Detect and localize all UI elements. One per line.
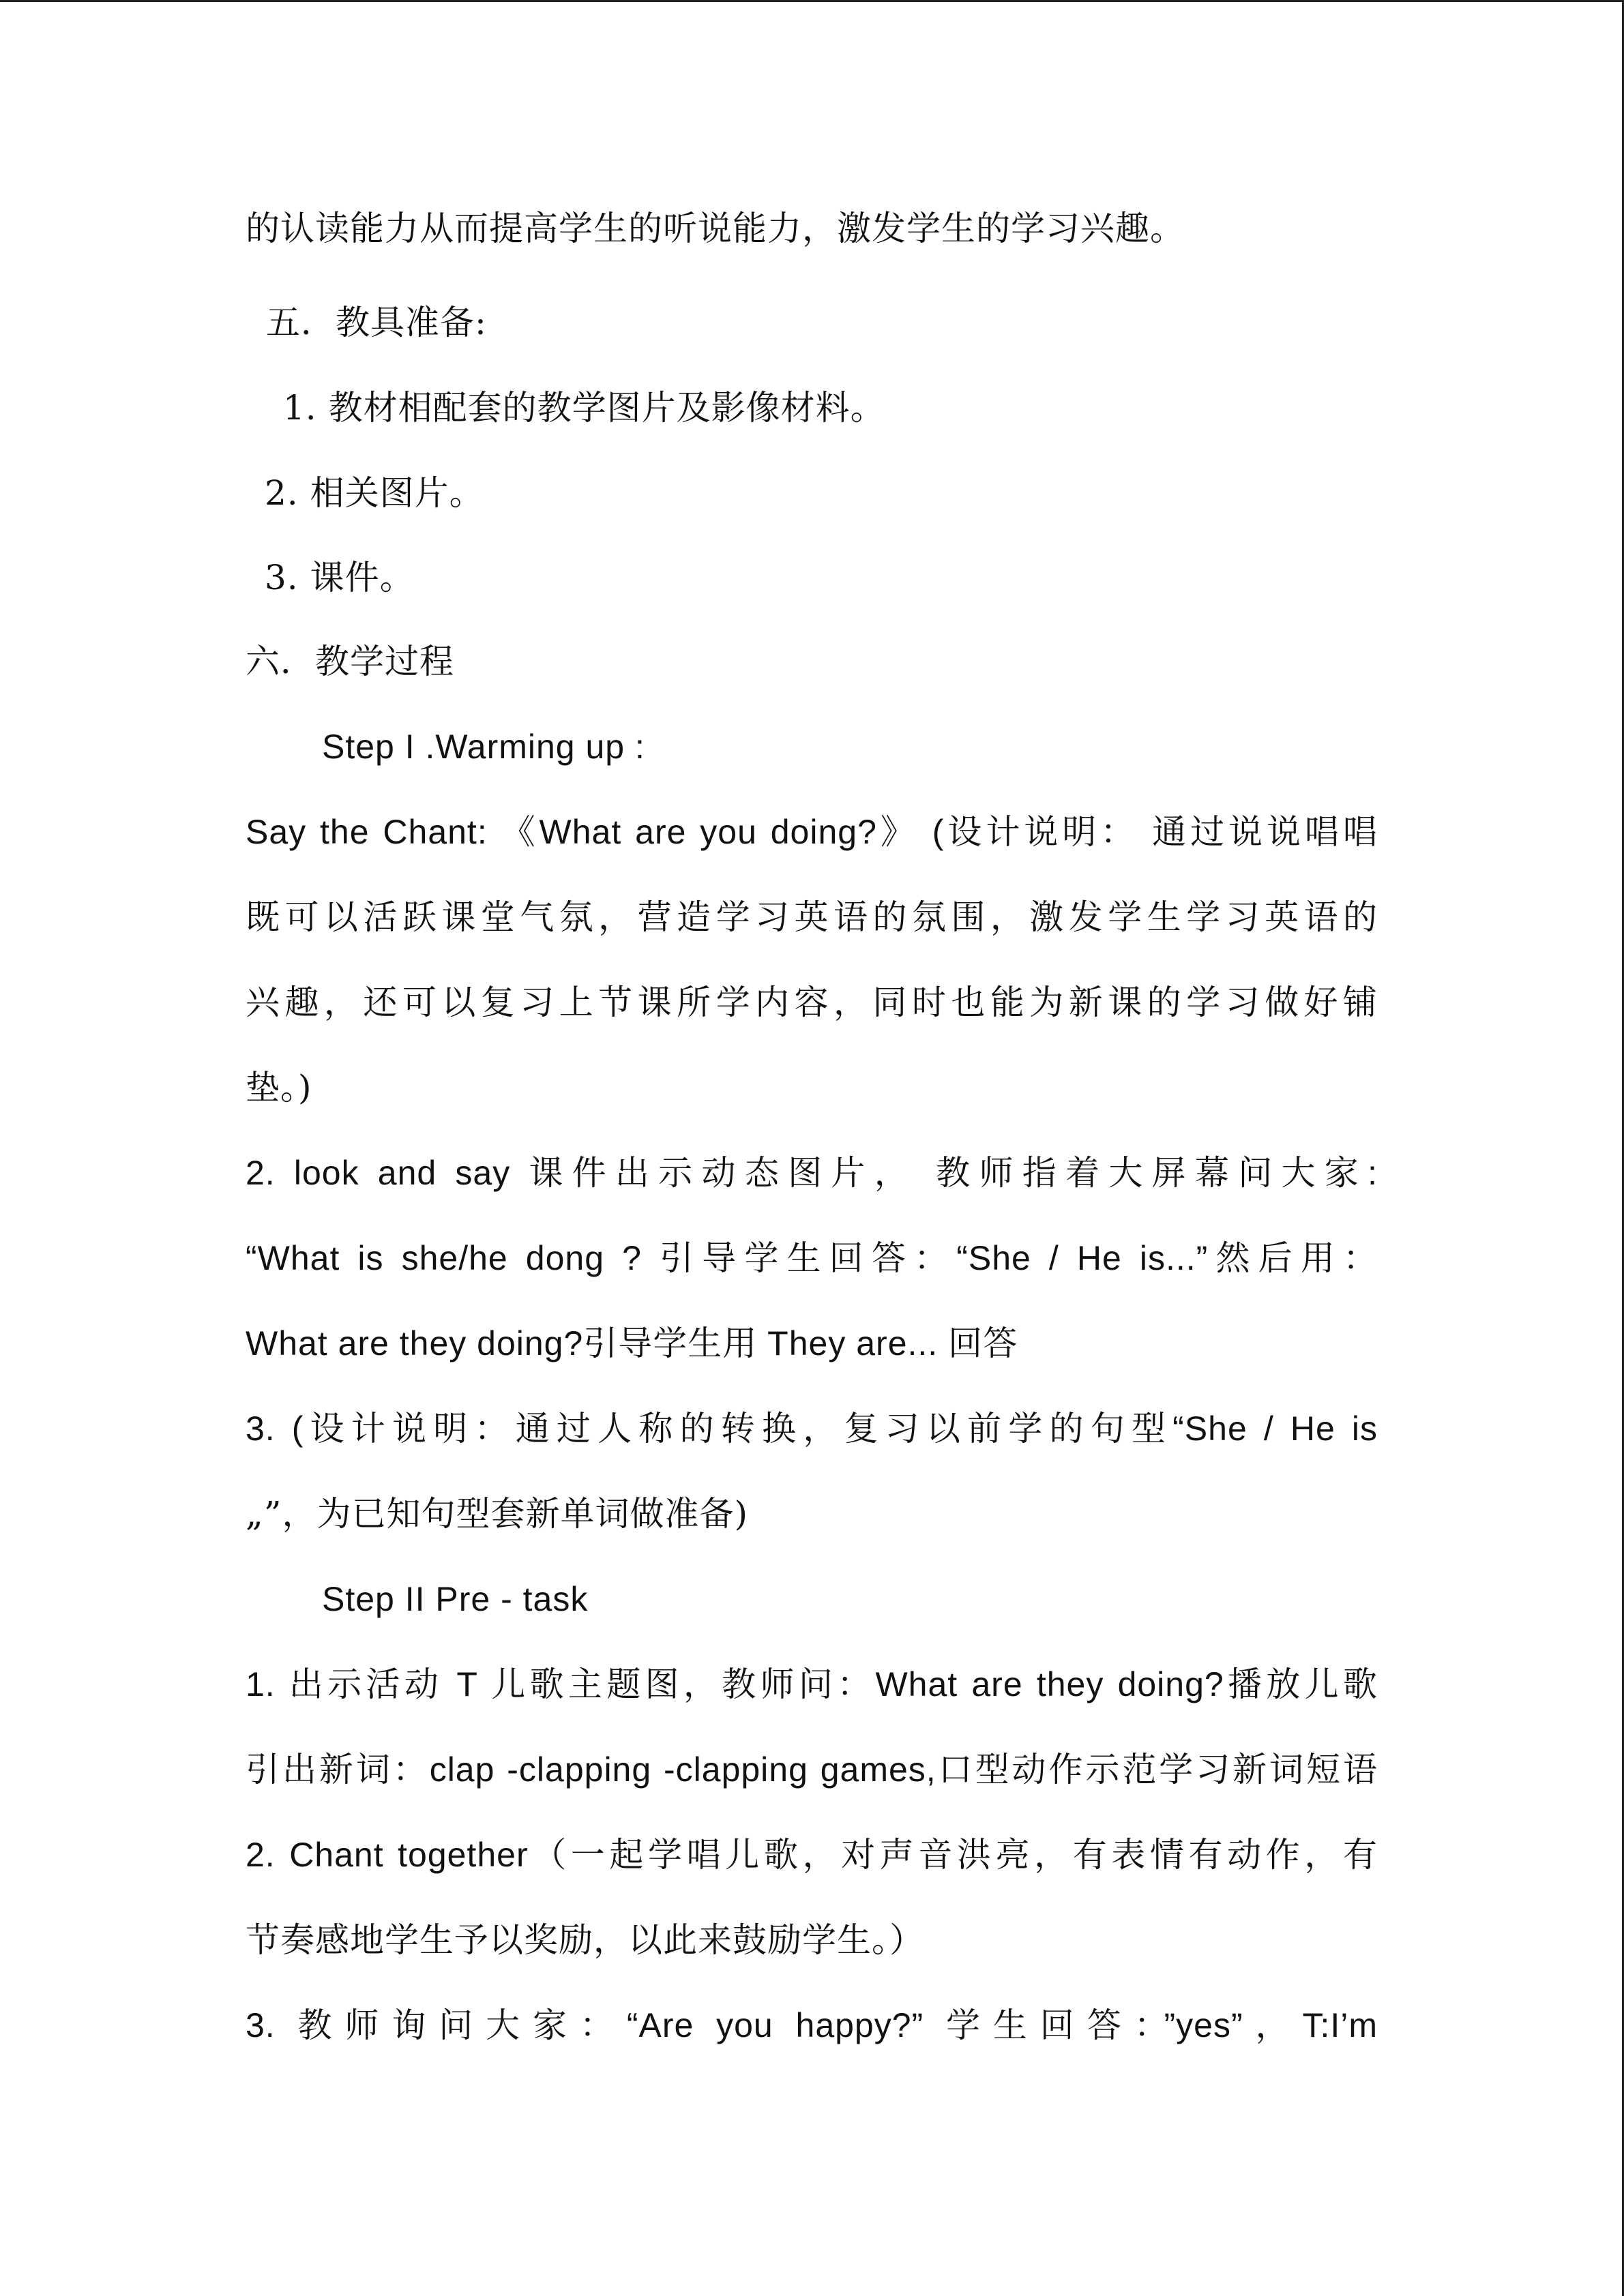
paragraph-line-chant-3: 兴趣，还可以复习上节课所学内容，同时也能为新课的学习做好铺 bbox=[246, 983, 1378, 1022]
step-heading-warming-up: Step I .Warming up : bbox=[322, 728, 645, 766]
list-item-materials: 1. 教材相配套的教学图片及影像材料。 bbox=[283, 388, 885, 428]
list-item-pictures: 2. 相关图片。 bbox=[265, 473, 484, 513]
paragraph-line-question: “What is she/he dong ? 引导学生回答：“She / He is...”然后用： bbox=[246, 1239, 1378, 1277]
section-heading-tools: 五．教具准备: bbox=[266, 303, 487, 342]
paragraph-line-are-you-happy: 3. 教师询问大家：“Are you happy?” 学生回答：”yes”，T:I’m bbox=[246, 2006, 1378, 2044]
paragraph-line-they-are: What are they doing?引导学生用 They are... 回答 bbox=[246, 1324, 1018, 1362]
paragraph-line-1: 的认读能力从而提高学生的听说能力，激发学生的学习兴趣。 bbox=[246, 209, 1185, 248]
paragraph-line-chant-4: 垫。) bbox=[246, 1068, 312, 1107]
step-heading-pre-task: Step II Pre - task bbox=[322, 1580, 589, 1618]
paragraph-line-look-and-say: 2. look and say 课件出示动态图片， 教师指着大屏幕问大家: bbox=[246, 1154, 1378, 1192]
list-item-courseware: 3. 课件。 bbox=[265, 558, 415, 597]
paragraph-line-chant-together: 2. Chant together（一起学唱儿歌，对声音洪亮，有表情有动作，有 bbox=[246, 1836, 1378, 1874]
paragraph-line-theme-picture: 1. 出示活动 T 儿歌主题图，教师问：What are they doing?播放儿歌 bbox=[246, 1665, 1378, 1703]
paragraph-line-design-note-2: „”，为已知句型套新单词做准备) bbox=[246, 1494, 748, 1534]
paragraph-line-new-words: 引出新词：clap -clapping -clapping games,口型动作示范学习新词短语 bbox=[246, 1750, 1378, 1789]
paragraph-line-chant-2: 既可以活跃课堂气氛，营造学习英语的氛围，激发学生学习英语的 bbox=[246, 897, 1378, 937]
paragraph-line-design-note: 3. (设计说明：通过人称的转换，复习以前学的句型“She / He is bbox=[246, 1410, 1378, 1448]
paragraph-line-chant: Say the Chant: 《What are you doing?》 (设计说明： 通过说说唱唱 bbox=[246, 813, 1378, 851]
section-heading-process: 六．教学过程 bbox=[246, 642, 454, 681]
paragraph-line-reward: 节奏感地学生予以奖励，以此来鼓励学生。） bbox=[246, 1920, 924, 1960]
